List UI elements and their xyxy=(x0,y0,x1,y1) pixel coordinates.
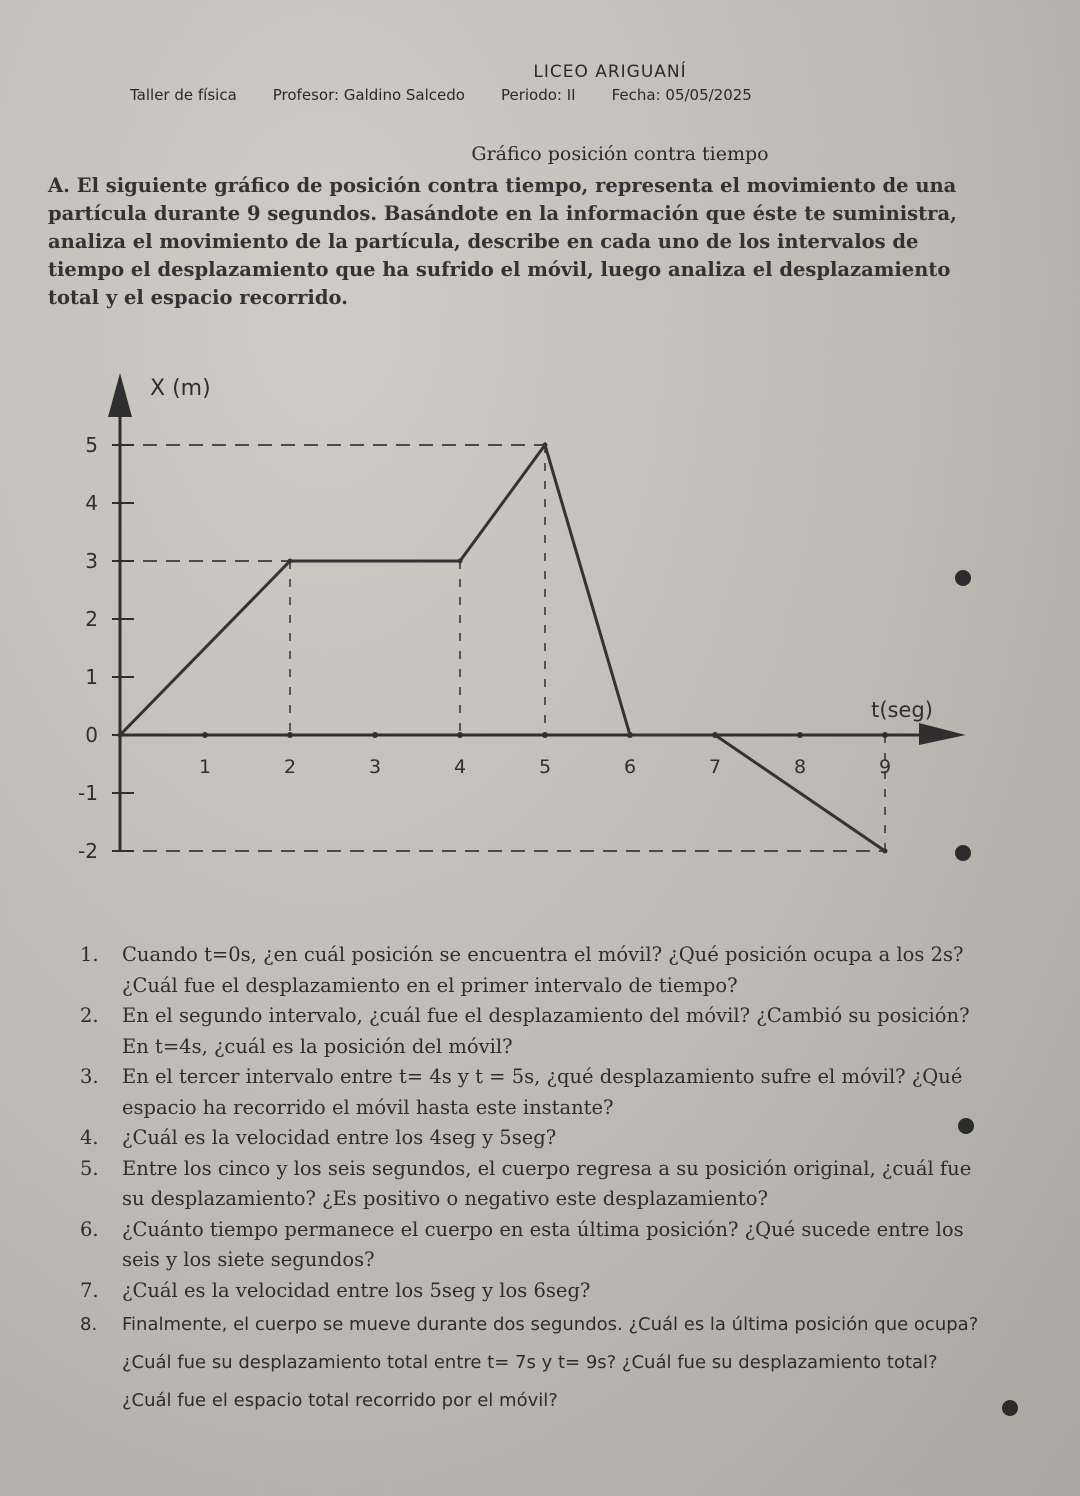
question-item xyxy=(80,1154,980,1215)
intro-paragraph: A. El siguiente gráfico de posición contra tiempo, representa el movimiento de una partícula durante 9 segundos. Basándote en la información que éste te suministra, analiza el movimiento de la partícula, describe en cada uno de los intervalos de tiempo el desplazamiento que ha sufrido el móvil, luego analiza el desplazamiento total y el espacio recorrido. xyxy=(48,174,957,309)
x-tick-label: 4 xyxy=(453,756,467,778)
question-text: Entre los cinco y los seis segundos, el cuerpo regresa a su posición original, ¿cuál fue su desplazamiento? ¿Es positivo o negativo este desplazamiento? xyxy=(122,1156,972,1210)
question-item xyxy=(80,1276,980,1307)
y-tick-label: 5 xyxy=(85,433,98,457)
question-text: Cuando t=0s, ¿en cuál posición se encuentra el móvil? ¿Qué posición ocupa a los 2s? ¿Cuál fue el desplazamiento en el primer intervalo de tiempo? xyxy=(122,943,964,997)
teacher-label: Profesor: Galdino Salcedo xyxy=(272,86,465,104)
position-series-line xyxy=(120,445,885,851)
x-tick-label: 5 xyxy=(538,756,552,778)
y-axis-label: X (m) xyxy=(150,376,211,401)
y-tick-label: 3 xyxy=(85,549,98,573)
question-text: ¿Cuánto tiempo permanece el cuerpo en esta última posición? ¿Qué sucede entre los seis y los siete segundos? xyxy=(122,1217,964,1271)
question-number: 4. xyxy=(80,1126,99,1149)
x-tick xyxy=(202,732,208,738)
question-item xyxy=(80,1215,980,1276)
x-axis-label: t(seg) xyxy=(871,698,933,722)
y-tick-label: -1 xyxy=(78,781,98,805)
x-axis-arrow xyxy=(919,723,966,745)
punch-hole xyxy=(958,1118,974,1134)
question-text: ¿Cuál es la velocidad entre los 4seg y 5seg? xyxy=(122,1126,557,1149)
x-tick xyxy=(797,732,803,738)
question-text: ¿Cuál es la velocidad entre los 5seg y los 6seg? xyxy=(122,1278,591,1302)
question-text: En el segundo intervalo, ¿cuál fue el desplazamiento del móvil? ¿Cambió su posición? En t=4s, ¿cuál es la posición del móvil? xyxy=(122,1004,970,1058)
date-label: Fecha: 05/05/2025 xyxy=(611,86,752,104)
x-tick-label: 1 xyxy=(198,756,212,778)
question-item xyxy=(80,1062,980,1123)
x-tick xyxy=(287,732,293,738)
x-tick-label: 8 xyxy=(793,756,807,778)
period-label: Periodo: II xyxy=(500,86,576,104)
x-tick-label: 7 xyxy=(708,756,722,778)
punch-hole xyxy=(1002,1400,1018,1416)
data-point xyxy=(288,559,293,564)
question-item xyxy=(80,940,980,1001)
data-point xyxy=(628,733,633,738)
y-tick-label: -2 xyxy=(78,839,98,863)
punch-hole xyxy=(955,845,971,861)
question-item xyxy=(80,1306,980,1420)
data-point xyxy=(543,443,548,448)
question-number: 3. xyxy=(80,1065,99,1088)
header-meta xyxy=(130,86,930,104)
x-tick xyxy=(882,732,888,738)
workshop-label: Taller de física xyxy=(130,86,237,104)
question-text: Finalmente, el cuerpo se mueve durante dos segundos. ¿Cuál es la última posición que ocupa? ¿Cuál fue su desplazamiento total entre t= 7s y t= 9s? ¿Cuál fue su desplazamiento total? ¿Cuál fue el espacio total recorrido por el móvil? xyxy=(122,1314,979,1411)
x-tick-label: 3 xyxy=(368,756,382,778)
data-point xyxy=(883,849,888,854)
punch-hole xyxy=(955,570,971,586)
question-number: 8. xyxy=(80,1314,98,1335)
page-title: Gráfico posición contra tiempo xyxy=(471,143,769,165)
x-tick-label: 2 xyxy=(283,756,297,778)
question-number: 5. xyxy=(80,1156,99,1180)
y-tick-label: 2 xyxy=(85,607,98,631)
position-time-chart xyxy=(50,370,990,910)
data-point xyxy=(118,733,123,738)
y-tick-label: 4 xyxy=(85,491,98,515)
question-number: 6. xyxy=(80,1217,99,1241)
school-name: LICEO ARIGUANÍ xyxy=(533,62,687,82)
y-tick-label: 0 xyxy=(85,723,98,747)
question-number: 7. xyxy=(80,1278,99,1302)
question-number: 1. xyxy=(80,943,99,966)
x-tick xyxy=(542,732,548,738)
x-tick-label: 9 xyxy=(878,756,892,778)
question-item xyxy=(80,1001,980,1062)
data-point xyxy=(713,733,718,738)
question-list xyxy=(80,940,980,1420)
question-number: 2. xyxy=(80,1004,99,1027)
x-tick xyxy=(457,732,463,738)
x-tick xyxy=(372,732,378,738)
x-tick-label: 6 xyxy=(623,756,637,778)
y-axis-arrow xyxy=(108,373,132,417)
question-item xyxy=(80,1123,980,1154)
data-point xyxy=(458,559,463,564)
question-text: En el tercer intervalo entre t= 4s y t = 5s, ¿qué desplazamiento sufre el móvil? ¿Qué espacio ha recorrido el móvil hasta este instante? xyxy=(122,1065,963,1119)
y-tick-label: 1 xyxy=(85,665,98,689)
